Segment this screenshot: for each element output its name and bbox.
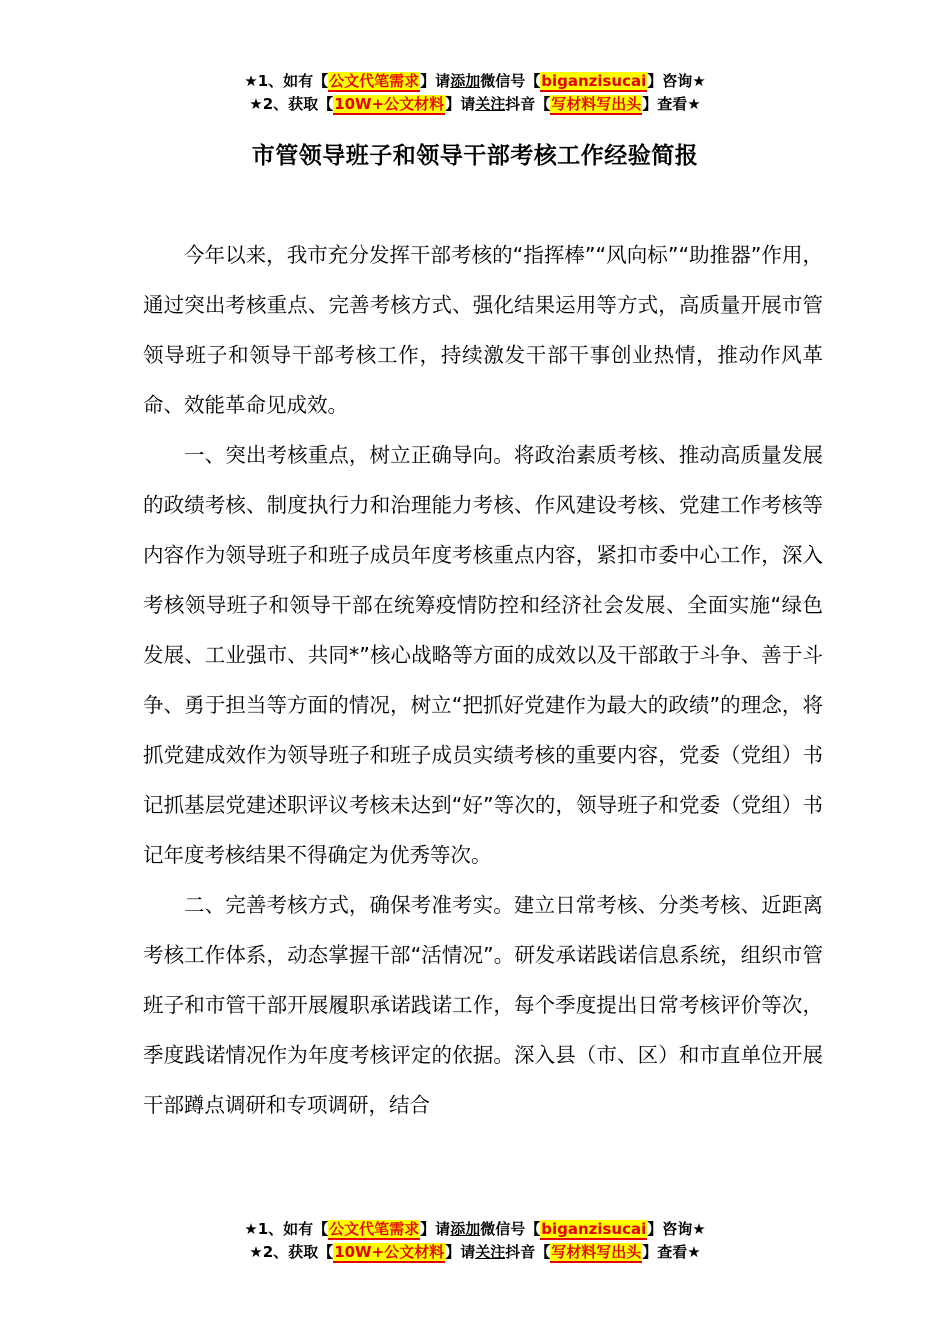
banner-highlight: 10W+公文材料 [334,1243,445,1261]
paragraph-section-1: 一、突出考核重点，树立正确导向。将政治素质考核、推动高质量发展的政绩考核、制度执行力和治理能力考核、作风建设考核、党建工作考核等内容作为领导班子和班子成员年度考核重点内容，紧扣市委中心工作，深入考核领导班子和领导干部在统筹疫情防控和经济社会发展、全面实施“绿色发展、工业强市、共同*”核心战略等方面的成效以及干部敢于斗争、善于斗争、勇于担当等方面的情况，树立“把抓好党建作为最大的政绩”的理念，将抓党建成效作为领导班子和班子成员实绩考核的重要内容，党委（党组）书记抓基层党建述职评议考核未达到“好”等次的，领导班子和党委（党组）书记年度考核结果不得确定为优秀等次。 [143,443,823,867]
banner-text: 抖音【 [505,1243,551,1261]
banner-highlight: 公文代笔需求 [329,1220,420,1238]
banner-line-2 [0,93,950,116]
document-body [143,230,823,1130]
banner-highlight: 10W+公文材料 [334,95,445,113]
banner-text: ★1、如有【 [244,1220,329,1238]
banner-underline: 添加 [450,72,481,90]
banner-text: 】咨询★ [647,1220,706,1238]
banner-text: 】请 [420,72,451,90]
banner-text: ★2、获取【 [249,95,334,113]
banner-text: 】请 [420,1220,451,1238]
banner-highlight: 写材料写出头 [551,95,642,113]
banner-highlight: 公文代笔需求 [329,72,420,90]
document-title: 市管领导班子和领导干部考核工作经验简报 [251,143,699,169]
banner-highlight: biganzisucai [541,1220,647,1238]
banner-highlight: 写材料写出头 [551,1243,642,1261]
paragraph-intro: 今年以来，我市充分发挥干部考核的“指挥棒”“风向标”“助推器”作用，通过突出考核重点、完善考核方式、强化结果运用等方式，高质量开展市管领导班子和领导干部考核工作，持续激发干部干事创业热情，推动作风革命、效能革命见成效。 [143,243,823,417]
banner-text: 抖音【 [505,95,551,113]
footer-banner [0,1218,950,1264]
banner-underline: 关注 [475,95,506,113]
banner-underline: 关注 [475,1243,506,1261]
banner-text: ★2、获取【 [249,1243,334,1261]
banner-text: 】查看★ [642,1243,701,1261]
paragraph-section-2: 二、完善考核方式，确保考准考实。建立日常考核、分类考核、近距离考核工作体系，动态掌握干部“活情况”。研发承诺践诺信息系统，组织市管班子和市管干部开展履职承诺践诺工作，每个季度提出日常考核评价等次，季度践诺情况作为年度考核评定的依据。深入县（市、区）和市直单位开展干部蹲点调研和专项调研，结合 [143,893,823,1117]
header-banner [0,70,950,116]
banner-highlight: biganzisucai [541,72,647,90]
banner-text: 微信号【 [480,1220,541,1238]
banner-text: 】请 [445,1243,476,1261]
banner-line-2 [0,1241,950,1264]
banner-line-1 [0,70,950,93]
banner-text: 】咨询★ [647,72,706,90]
banner-text: 】请 [445,95,476,113]
banner-underline: 添加 [450,1220,481,1238]
banner-text: 】查看★ [642,95,701,113]
banner-text: 微信号【 [480,72,541,90]
banner-line-1 [0,1218,950,1241]
banner-text: ★1、如有【 [244,72,329,90]
